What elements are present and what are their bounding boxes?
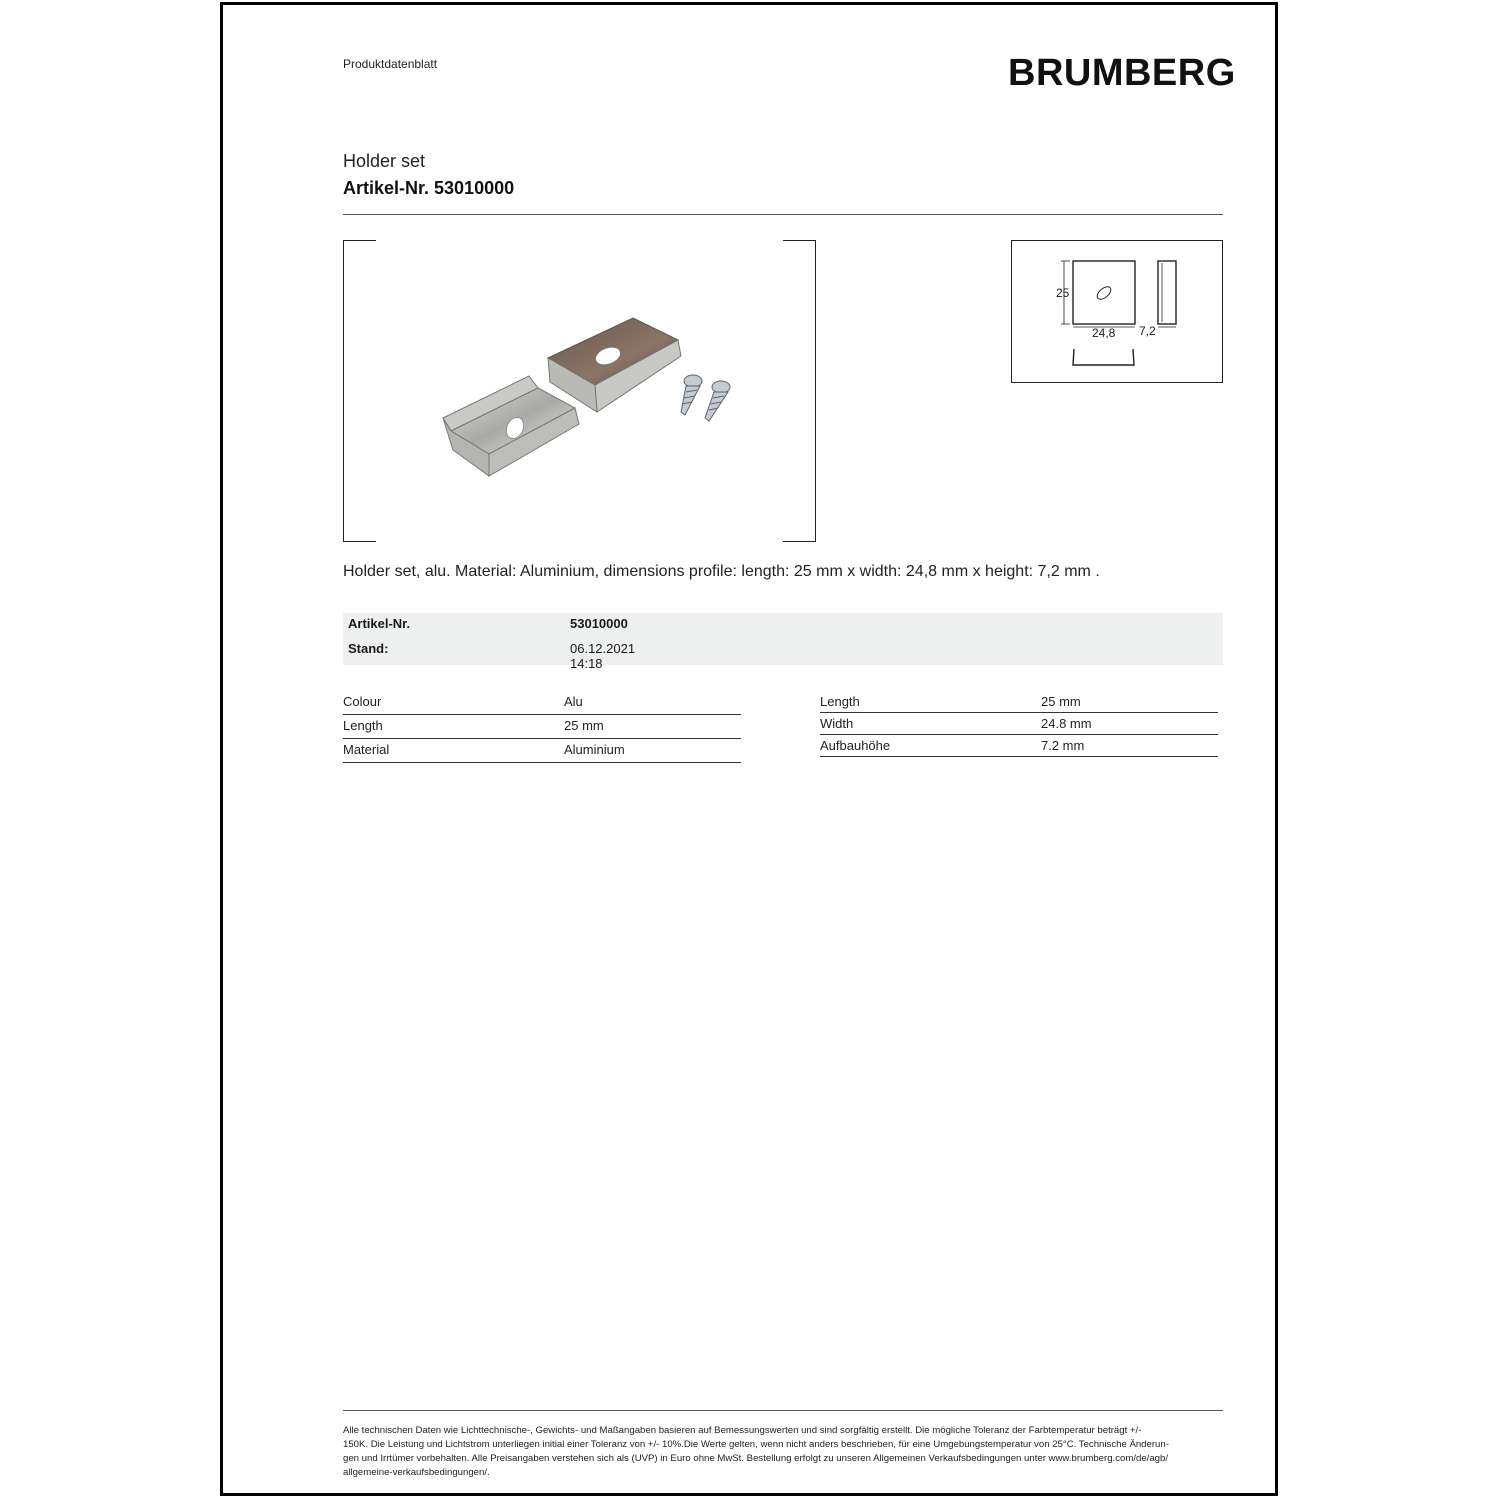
dimension-height: 25 [1056,286,1070,300]
footer-divider [343,1410,1223,1411]
document-type-label: Produktdatenblatt [343,57,438,71]
footer-line: 150K. Die Leistung und Lichtstrom unterliegen initial einer Toleranz von +/- 10%.Die Werte gelten, wenn nicht anders beschrieben, für eine Umgebungstemperatur von 25°C. Technische Änderun- [343,1439,1169,1450]
header-divider [343,214,1223,215]
spec-value: 24.8 mm [1041,716,1092,731]
holder-set-image [343,240,816,542]
right-clip [548,318,681,412]
table-row [343,738,741,763]
spec-value: Alu [564,694,583,709]
spec-value: 7.2 mm [1041,738,1085,753]
article-number-value: 53010000 [570,616,628,631]
table-row [343,690,741,715]
table-row [343,714,741,739]
screws [681,375,730,421]
spec-label: Length [343,718,383,733]
footer-line: allgemeine-verkaufsbedingungen/. [343,1467,490,1478]
spec-value: 25 mm [1041,694,1081,709]
product-description: Holder set, alu. Material: Aluminium, dimensions profile: length: 25 mm x width: 24,8 mm x height: 7,2 mm . [343,563,1100,580]
product-title: Holder set [343,151,426,171]
spec-table-right [820,690,1218,760]
footer-line: gen und Irrtümer vorbehalten. Alle Preisangaben verstehen sich als (UVP) in Euro ohne MwSt. Bestellung erfolgt zu unseren Allgemeinen Verkaufsbedingungen unter www.brumberg.com/de/agb/ [343,1453,1169,1464]
spec-label: Colour [343,694,382,709]
spec-value: Aluminium [564,742,625,757]
product-photo [343,240,816,542]
stand-value: 06.12.2021 14:18 [570,641,636,671]
article-meta-box [343,613,1223,671]
spec-value: 25 mm [564,718,604,733]
left-clip [443,376,579,476]
table-row [820,712,1218,735]
table-row [820,734,1218,757]
footer-line: Alle technischen Daten wie Lichttechnische-, Gewichts- und Maßangaben basieren auf Bemessungswerten und sind sorgfältig erstellt. Die mögliche Toleranz der Farbtemperatur beträgt +/- [343,1425,1142,1436]
spec-label: Material [343,742,390,757]
stand-label: Stand: [348,641,389,656]
legal-footer [343,1424,1223,1480]
spec-label: Width [820,716,854,731]
article-number-label: Artikel-Nr. [348,616,411,631]
brand-logo: BRUMBERG [1008,52,1236,94]
dimension-sketch [1012,241,1222,382]
spec-label: Aufbauhöhe [820,738,891,753]
spec-label: Length [820,694,860,709]
table-row [820,690,1218,713]
dimension-depth: 7,2 [1139,324,1156,338]
article-number-heading: Artikel-Nr. 53010000 [343,178,515,198]
spec-table-left [343,690,741,765]
technical-drawing [1011,240,1223,383]
dimension-width: 24,8 [1092,326,1116,340]
